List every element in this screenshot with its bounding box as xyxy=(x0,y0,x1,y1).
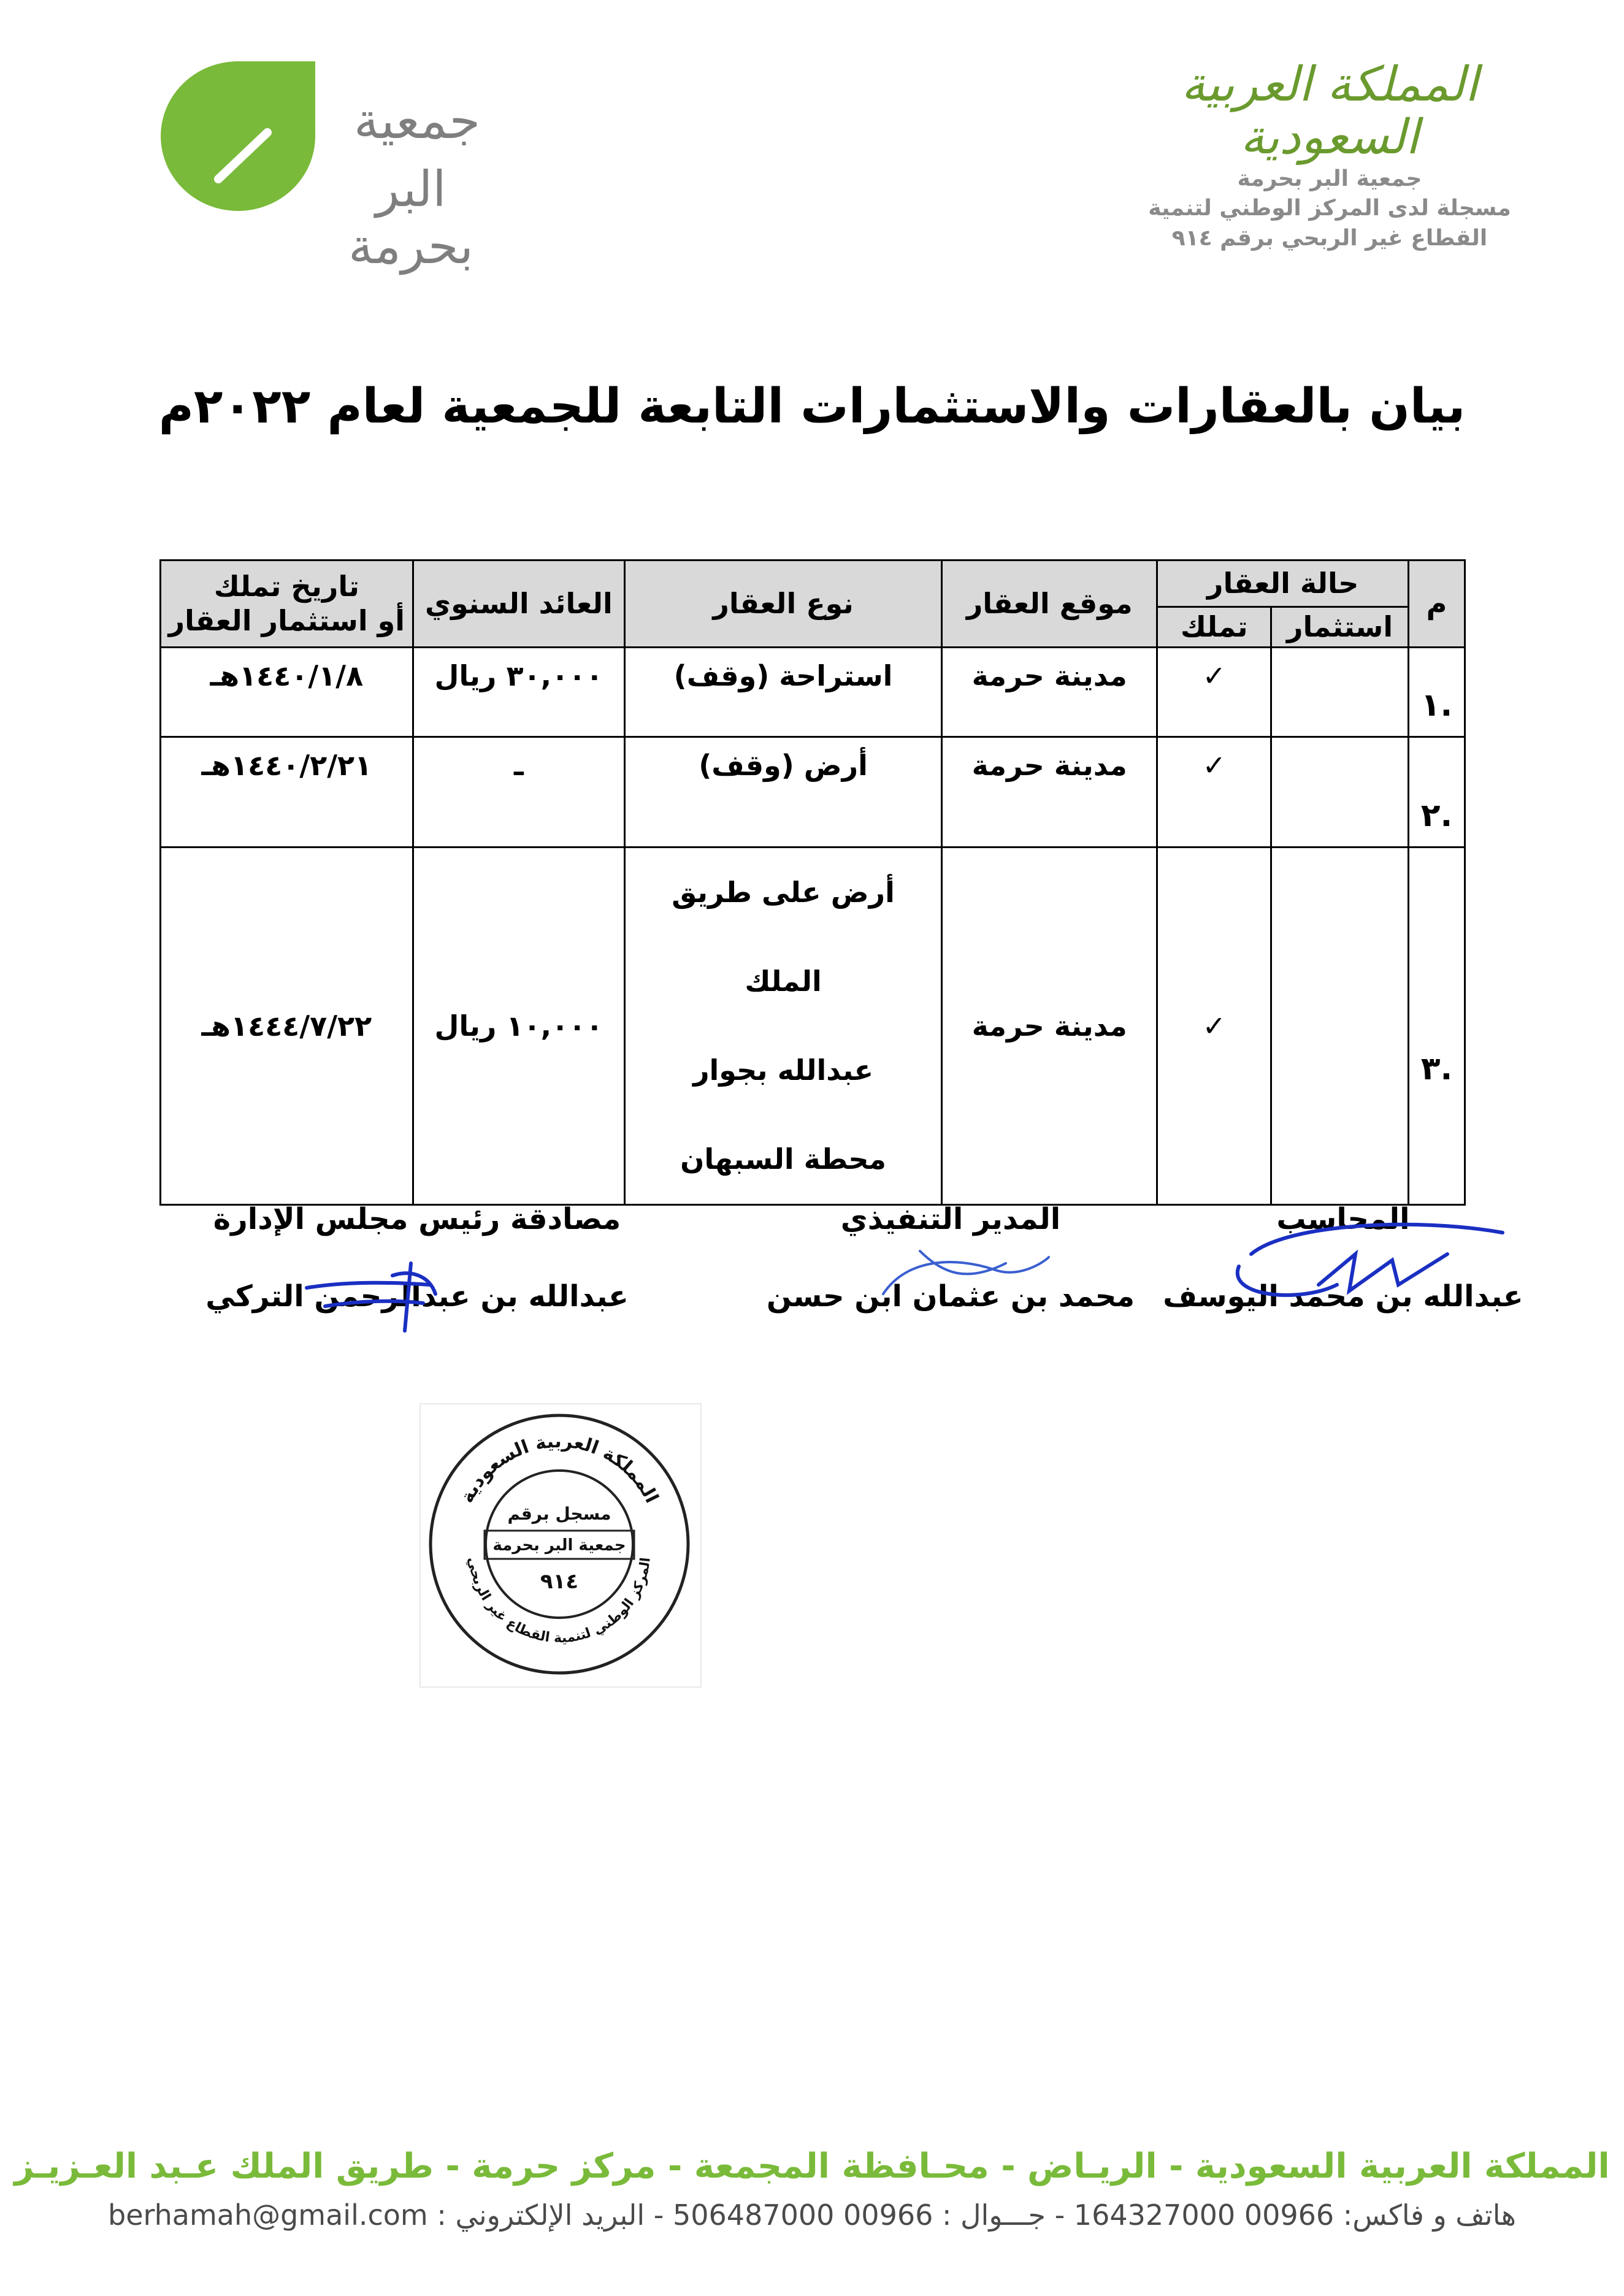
row-date: ١٤٤٠/١/٨هـ xyxy=(161,648,413,737)
row-type-line1: أرض على طريق الملك xyxy=(672,876,895,998)
executive-signature-mark xyxy=(871,1233,1055,1315)
row-investment xyxy=(1271,848,1409,1205)
header-num: م xyxy=(1409,561,1465,648)
logo-leaf-icon xyxy=(157,59,318,211)
header-annual-return: العائد السنوي xyxy=(413,561,624,648)
row-date: ١٤٤٠/٢/٢١هـ xyxy=(161,737,413,848)
row-num: .٢ xyxy=(1409,737,1465,848)
row-annual-return: ـ xyxy=(413,737,624,848)
row-type-line3: محطة السبهان xyxy=(680,1142,887,1176)
row-num: .١ xyxy=(1409,648,1465,737)
chairman-signature-mark xyxy=(288,1251,448,1339)
row-investment xyxy=(1271,737,1409,848)
header-date-line2: أو استثمار العقار xyxy=(168,603,405,637)
row-location: مدينة حرمة xyxy=(942,848,1157,1205)
accountant-name: عبدالله بن محمد اليوسف xyxy=(1163,1279,1523,1314)
row-num: .٣ xyxy=(1409,848,1465,1205)
executive-role: المدير التنفيذي xyxy=(840,1202,1061,1236)
table-row xyxy=(161,648,1465,737)
header-ownership: تملك xyxy=(1157,607,1271,648)
stamp-number: ٩١٤ xyxy=(540,1569,579,1594)
stamp-outer-bottom: المركز الوطني لتنمية القطاع غير الربحي xyxy=(465,1556,654,1647)
stamp-outer-top: المملكة العربية السعودية xyxy=(456,1430,663,1507)
sector-line: القطاع غير الربحي برقم ٩١٤ xyxy=(1171,225,1488,251)
header-date-line1: تاريخ تملك xyxy=(213,570,359,603)
header-right-block xyxy=(1115,59,1544,253)
page-title: بيان بالعقارات والاستثمارات التابعة للجمعية لعام ٢٠٢٢م xyxy=(158,379,1466,434)
table-row xyxy=(161,737,1465,848)
row-date: ١٤٤٤/٧/٢٢هـ xyxy=(161,848,413,1205)
header-investment: استثمار xyxy=(1271,607,1409,648)
row-type: أرض (وقف) xyxy=(625,737,942,848)
footer-contact: هاتف و فاكس: 00966 164327000 - جـــوال : 00966 506487000 - البريد الإلكتروني : berhamah@gmail.com xyxy=(108,2198,1516,2232)
header-status: حالة العقار xyxy=(1157,561,1409,607)
stamp-line2: جمعية البر بحرمة xyxy=(492,1536,626,1555)
row-location: مدينة حرمة xyxy=(942,737,1157,848)
row-annual-return: ٣٠,٠٠٠ ريال xyxy=(413,648,624,737)
properties-table xyxy=(159,559,1466,1206)
row-type-line2: عبدالله بجوار xyxy=(693,1054,874,1087)
stamp-line1: مسجل برقم xyxy=(507,1504,611,1524)
association-name: جمعية البر بحرمة xyxy=(1237,166,1422,191)
row-annual-return: ١٠,٠٠٠ ريال xyxy=(413,848,624,1205)
svg-text:المملكة العربية السعودية xyxy=(456,1431,663,1507)
executive-name: محمد بن عثمان ابن حسن xyxy=(766,1279,1135,1314)
row-location: مدينة حرمة xyxy=(942,648,1157,737)
row-investment xyxy=(1271,648,1409,737)
accountant-signature-mark xyxy=(1214,1211,1509,1318)
logo-text-line2: البر بحرمة xyxy=(348,161,473,275)
footer-address: المملكة العربية السعودية - الريـاض - محـافظة المجمعة - مركز حرمة - طريق الملك عـبد العـزيـز xyxy=(14,2146,1610,2186)
row-ownership-check: ✓ xyxy=(1157,648,1271,737)
row-ownership-check: ✓ xyxy=(1157,848,1271,1205)
official-stamp xyxy=(426,1410,693,1680)
row-ownership-check: ✓ xyxy=(1157,737,1271,848)
logo-text-line1: جمعية xyxy=(353,92,481,150)
header-location: موقع العقار xyxy=(942,561,1157,648)
chairman-name: عبدالله بن عبدالرحمن التركي xyxy=(205,1279,629,1314)
table-row xyxy=(161,848,1465,1205)
accountant-role: المحاسب xyxy=(1276,1202,1410,1236)
header-date xyxy=(161,561,413,648)
kingdom-calligraphy: المملكة العربية السعودية xyxy=(1181,57,1479,165)
row-type: استراحة (وقف) xyxy=(625,648,942,737)
table-header-row xyxy=(161,561,1465,607)
registration-line: مسجلة لدى المركز الوطني لتنمية xyxy=(1148,196,1511,221)
row-type xyxy=(625,848,942,1205)
header-type: نوع العقار xyxy=(625,561,942,648)
chairman-role: مصادقة رئيس مجلس الإدارة xyxy=(213,1202,621,1236)
